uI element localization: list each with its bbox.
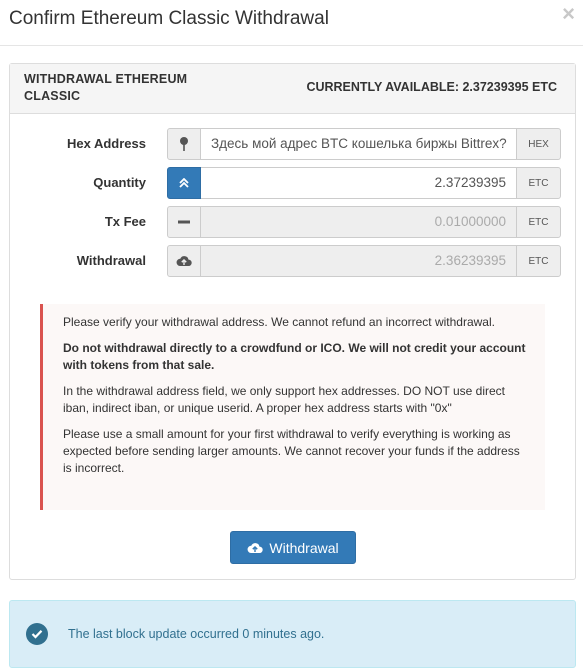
withdrawal-panel <box>9 63 576 580</box>
hex-address-group <box>167 128 561 160</box>
modal-title: Confirm Ethereum Classic Withdrawal <box>9 8 329 29</box>
warning-hex-only: In the withdrawal address field, we only support hex addresses. DO NOT use direct iban, indirect iban, or unique userid. A proper hex address starts with "0x" <box>63 384 505 415</box>
warning-verify-address: Please verify your withdrawal address. We cannot refund an incorrect withdrawal. <box>63 315 495 329</box>
panel-heading <box>10 64 575 114</box>
quantity-unit-label: ETC <box>516 167 561 199</box>
tx-fee-label: Tx Fee <box>104 214 146 229</box>
withdrawal-amount-label: Withdrawal <box>76 253 146 268</box>
withdrawal-amount-group <box>167 245 561 277</box>
minus-icon <box>167 206 201 238</box>
tx-fee-group <box>167 206 561 238</box>
warning-alert <box>40 304 545 510</box>
modal-header <box>0 0 583 46</box>
panel-heading-title: WITHDRAWAL ETHEREUM CLASSIC <box>24 72 188 103</box>
hex-address-input[interactable]: Здесь мой адрес BTC кошелька биржы Bittrex? <box>201 128 516 160</box>
available-balance: CURRENTLY AVAILABLE: 2.37239395 ETC <box>306 80 557 94</box>
quantity-group <box>167 167 561 199</box>
cloud-upload-icon <box>167 245 201 277</box>
block-update-text: The last block update occurred 0 minutes ago. <box>68 627 325 641</box>
withdrawal-button[interactable] <box>230 531 356 564</box>
hex-unit-label: HEX <box>516 128 561 160</box>
check-circle-icon <box>26 623 48 645</box>
hex-address-label: Hex Address <box>67 136 146 151</box>
warning-no-crowdfund: Do not withdrawal directly to a crowdfund or ICO. We will not credit your account with tokens from that sale. <box>63 341 526 372</box>
quantity-input[interactable]: 2.37239395 <box>201 167 516 199</box>
map-pin-icon <box>167 128 201 160</box>
withdrawal-amount-field: 2.36239395 <box>201 245 516 277</box>
tx-fee-field: 0.01000000 <box>201 206 516 238</box>
cloud-upload-icon <box>247 542 263 554</box>
withdrawal-button-label: Withdrawal <box>269 539 339 556</box>
close-button[interactable]: × <box>562 1 575 26</box>
quantity-label: Quantity <box>93 175 146 190</box>
double-chevron-up-icon <box>179 178 189 188</box>
max-quantity-button[interactable] <box>167 167 201 199</box>
block-update-alert <box>9 600 576 668</box>
tx-fee-unit-label: ETC <box>516 206 561 238</box>
warning-small-amount: Please use a small amount for your first withdrawal to verify everything is working as expected before sending larger amounts. We cannot recover your funds if the address is incorrect. <box>63 427 520 475</box>
withdrawal-unit-label: ETC <box>516 245 561 277</box>
